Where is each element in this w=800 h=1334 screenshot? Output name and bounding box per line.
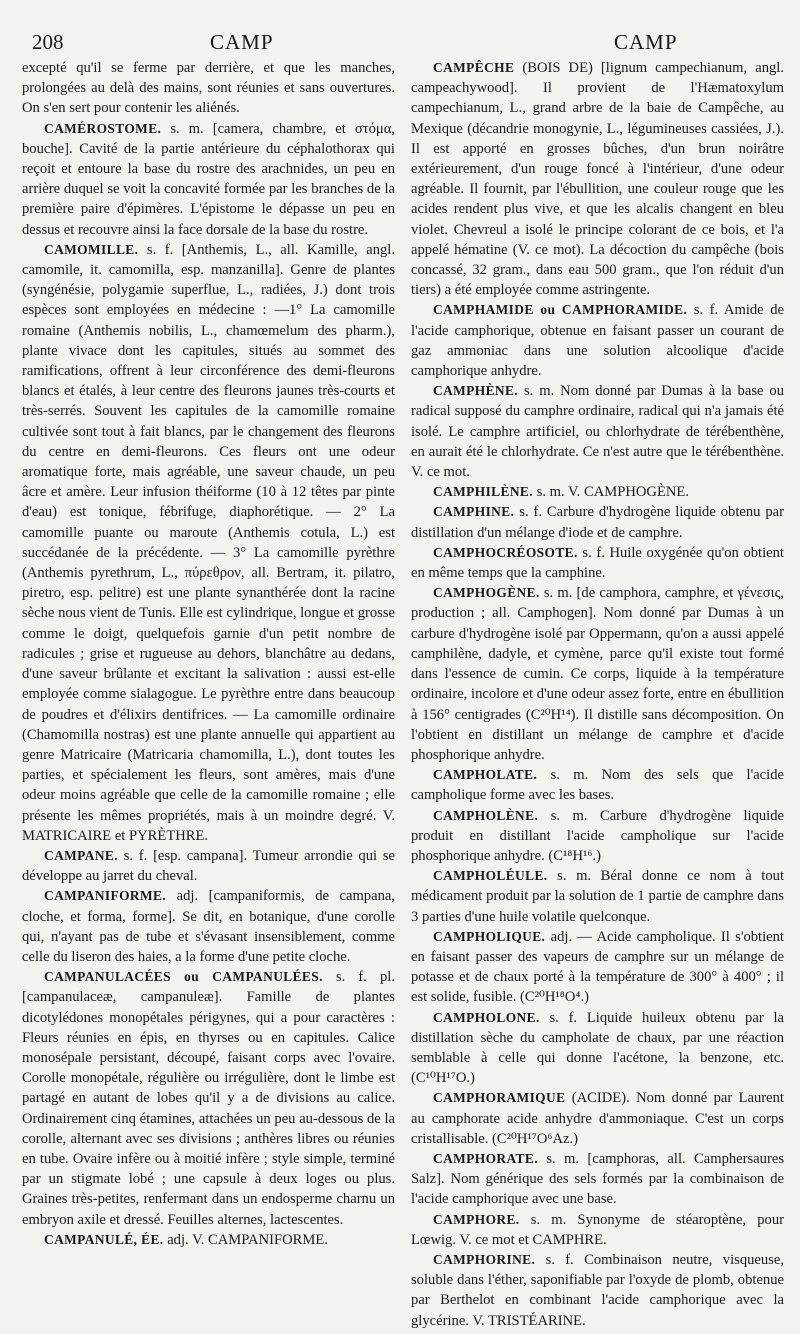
dictionary-entry — [411, 543, 784, 583]
entry-headword: CAMPHOLÉULE. — [433, 868, 548, 884]
entry-headword: CAMPHÈNE. — [433, 383, 519, 399]
entry-headword: CAMPÊCHE — [433, 60, 515, 75]
entry-headword: CAMPANIFORME. — [44, 888, 167, 904]
entry-text: s. f. [esp. campana]. Tumeur arrondie qui se développe au jarret du cheval. — [22, 847, 395, 885]
entry-headword: CAMPHOCRÉOSOTE. — [433, 544, 578, 560]
running-header — [22, 18, 786, 58]
entry-text: s. f. [Anthemis, L., all. Kamille, angl. camomile, it. camomilla, esp. manzanilla]. Genre de plantes (syngénésie, polygamie superflue, L., radiées, J.) dont trois espèces sont employées en médecine : —1° La camomille romaine (Anthemis nobilis, L., chamœmelum des pharm.), plante vivace dont les capitules, situés au sommet des ramifications, offrent à leur circonférence des demi-fleurons blancs et étalés, à leur centre des fleurons jaunes très-courts et très-serrés. Souvent les capitules de la camomille romaine cultivée sont tout à fait blancs, par le changement des fleurons du centre en demi-fleurons. Ces fleurs ont une odeur aromatique forte, mais agréable, une saveur chaude, un peu âcre et amère. Leur infusion théiforme (10 à 12 têtes par pinte d'eau) est tonique, fébrifuge, diaphorétique. — 2° La camomille puante ou maroute (Anthemis cotula, L.) est succédanée de la précédente. — 3° La camomille pyrèthre (Anthemis pyrethrum, L., πύρεθρον, all. Bertram, it. pilatro, piretro, esp. pelitre) est une plante synanthérée dont la racine sèche nous vient de Tunis. Elle est cylindrique, longue et grosse comme le doigt, quelquefois garnie d'un petit nombre de radicules ; grise et rugueuse au dehors, blanchâtre au dedans, d'une saveur brûlante et excitant la salivation : aussi est-elle employée comme sialagogue. Le pyrèthre entre dans beaucoup de poudres et d'élixirs dentifrices. — La camomille ordinaire (Chamomilla nostras) est une plante annuelle qui appartient au genre Matricaire (Matricaria chamomilla, L.), dont toutes les parties, et spécialement les fleurs, sont amères, mais d'une odeur moins agréable que celle de la camomille romaine ; elle présente les mêmes propriétés, mais à un moindre degré. V. MATRICAIRE et PYRÈTHRE. — [22, 241, 395, 844]
dictionary-entry — [22, 967, 395, 1230]
entry-headword: CAMPHORATE. — [433, 1150, 538, 1166]
left-column — [22, 58, 395, 1331]
entry-text: s. f. Carbure d'hydrogène liquide obtenu par distillation d'un mélange d'iode et de camphre. — [411, 504, 784, 541]
entry-text: s. m. [camera, chambre, et στόμα, bouche]. Cavité de la partie antérieure du céphalothorax qui reçoit et entoure la base du rostre des arachnides, un peu en arrière duquel se voit la concavité formée par les branches de la première paire d'épimères. L'épistome le dépasse un peu en dessus et recouvre ainsi la face dorsale de la base du rostre. — [22, 120, 395, 238]
dictionary-entry — [22, 846, 395, 886]
entry-text: s. m. [camphoras, all. Camphersaures Salz]. Nom générique des sels formés par la combinaison de l'acide camphorique avec une base. — [411, 1150, 784, 1208]
dictionary-entry — [411, 927, 784, 1008]
entry-headword: CAMPHOLIQUE. — [433, 928, 546, 944]
dictionary-entry — [411, 482, 784, 502]
entry-headword: CAMPANE. — [44, 847, 118, 863]
entry-headword: CAMPHOLÈNE. — [433, 807, 539, 823]
dictionary-entry — [411, 866, 784, 927]
entry-text: (BOIS DE) [lignum campechianum, angl. campeachywood]. Il provient de l'Hæmatoxylum campechianum, L., grand arbre de la baie de Campêche, au Mexique (décandrie monogynie, L., légumineuses cassiées, J.). Il est apporté en grosses bûches, d'un brun noirâtre extérieurement, d'un rouge foncé à l'intérieur, d'une odeur agréable. Il fournit, par l'ébullition, une couleur rouge que les acides rendent plus vive, et que les alcalis changent en bleu violet. Chevreul a isolé le principe colorant de ce bois, et l'a appelé hématine (V. ce mot). La décoction du campêche (bois concassé, 32 gram., dans eau 500 gram., que l'on réduit d'un tiers) a été employée comme astringente. — [411, 60, 784, 299]
entry-headword: CAMPHILÈNE. — [433, 484, 533, 500]
right-column — [411, 58, 784, 1331]
left-running-title: CAMP — [210, 30, 274, 54]
entry-text: adj. — Acide campholique. Il s'obtient en faisant passer des vapeurs de camphre sur un mélange de potasse et de chaux porté à la température de 300° à 400° ; il est solide, fusible. (C²⁰H¹⁸O⁴.) — [411, 928, 784, 1006]
text-columns — [22, 58, 786, 1331]
entry-headword: CAMPHORINE. — [433, 1251, 536, 1267]
right-running-title: CAMP — [614, 30, 678, 54]
dictionary-entry — [411, 583, 784, 765]
entry-headword: CAMPANULÉ, ÉE. — [44, 1231, 164, 1247]
entry-headword: CAMPHORAMIQUE — [433, 1090, 566, 1106]
entry-text: adj. [campaniformis, de campana, cloche, et forma, forme]. Se dit, en botanique, d'une corolle qui, n'ayant pas de tube et s'évasant insensiblement, comme celle du liseron des haies, a la forme d'une petite cloche. — [22, 888, 395, 965]
entry-text: s. f. Huile oxygénée qu'on obtient en même temps que la camphine. — [411, 544, 784, 582]
entry-text: s. m. V. CAMPHOGÈNE. — [536, 484, 689, 501]
entry-text: s. f. Liquide huileux obtenu par la distillation sèche du campholate de chaux, par une réaction semblable à celle qui donne l'acétone, la benzone, etc. (C¹⁰H¹⁷O.) — [411, 1009, 784, 1087]
dictionary-entry — [411, 1149, 784, 1210]
dictionary-entry — [411, 806, 784, 867]
entry-text: s. m. Synonyme de stéaroptène, pour Lœwig. V. ce mot et CAMPHRE. — [411, 1211, 784, 1248]
entry-text: s. f. Amide de l'acide camphorique, obtenue en faisant passer un courant de gaz ammoniac dans une solution alcoolique d'acide camphorique anhydre. — [411, 302, 784, 380]
dictionary-entry — [411, 1088, 784, 1149]
dictionary-entry — [411, 300, 784, 381]
entry-text: s. m. Béral donne ce nom à tout médicament produit par la solution de 1 partie de camphre dans 3 parties d'une huile volatile quelconque. — [411, 868, 785, 925]
dictionary-entry — [22, 1230, 395, 1250]
entry-text: s. m. [de camphora, camphre, et γένεσις, production ; all. Camphogen]. Nom donné par Dumas à un carbure d'hydrogène isolé par Oppermann, qu'on a aussi appelé camphilène, dadyle, et cymène, parce qu'il existe tout formé dans l'essence de cumin. Ce corps, liquide à la température ordinaire, incolore et d'une odeur assez forte, entre en ébullition à 156° centigrades (C²⁰H¹⁴). Il distille sans décomposition. On l'obtient en distillant un mélange de camphre et d'acide phosphorique anhydre. — [411, 585, 784, 763]
entry-headword: CAMÉROSTOME. — [44, 120, 162, 136]
dictionary-entry — [411, 1210, 784, 1250]
dictionary-entry — [411, 381, 784, 482]
dictionary-entry — [411, 58, 784, 300]
entry-headword: CAMOMILLE. — [44, 241, 139, 257]
page-number: 208 — [32, 30, 64, 54]
entry-headword: CAMPHOLONE. — [433, 1009, 540, 1025]
entry-text: s. f. Combinaison neutre, visqueuse, soluble dans l'éther, saponifiable par l'oxyde de plomb, obtenue par Berthelot en combinant l'acide camphorique avec la glycérine. V. TRISTÉARINE. — [411, 1251, 784, 1329]
entry-text: (ACIDE). Nom donné par Laurent au camphorate acide anhydre d'ammoniaque. C'est un corps cristallisable. (C²⁰H¹⁷O⁶Az.) — [411, 1090, 784, 1147]
entry-text: s. m. Carbure d'hydrogène liquide produit en distillant l'acide campholique sur l'acide phosphorique anhydre. (C¹⁸H¹⁶.) — [411, 807, 784, 864]
entry-headword: CAMPHOGÈNE. — [433, 585, 540, 601]
entry-headword: CAMPHORE. — [433, 1211, 520, 1227]
dictionary-entry — [22, 119, 395, 240]
entry-headword: CAMPHINE. — [433, 504, 515, 520]
entry-headword: CAMPHOLATE. — [433, 767, 538, 783]
dictionary-entry — [411, 765, 784, 805]
dictionary-entry — [411, 1008, 784, 1089]
entry-text: s. f. pl. [campanulaceæ, campanuleæ]. Famille de plantes dicotylédones monopétales périgynes, qui a pour caractères : Fleurs réunies en épis, en thyrses ou en capitules. Calice monosépale persistant, découpé, faisant corps avec l'ovaire. Corolle monopétale, régulière ou irrégulière, dont le limbe est partagé en autant de lobes qu'il y a de divisions au calice. Ordinairement cinq étamines, attachées un peu au-dessous de la corolle, alternant avec ses divisions ; anthères libres ou réunies en tube. Ovaire infère ou à moitié infère ; style simple, terminé par un stigmate lobé ; une capsule à deux loges ou plus. Graines très-petites, renfermant dans un endosperme charnu un embryon axile et dressé. Feuilles alternes, lactescentes. — [22, 969, 395, 1228]
entry-headword: CAMPHAMIDE ou CAMPHORAMIDE. — [433, 302, 688, 318]
entry-text: s. m. Nom donné par Dumas à la base ou radical supposé du camphre ordinaire, radical qui n'a jamais été isolé. Le camphre artificiel, ou chlorhydrate de térébenthène, en aurait été le chlorhydrate. Ce n'est autre que le térébenthène. V. ce mot. — [411, 383, 785, 481]
entry-text: s. m. Nom des sels que l'acide campholique forme avec les bases. — [411, 767, 784, 804]
entry-text: adj. V. CAMPANIFORME. — [167, 1231, 328, 1248]
entry-text: excepté qu'il se ferme par derrière, et que les manches, prolongées au delà des mains, sont réunies et sans ouvertures. On s'en sert pour contenir les aliénés. — [22, 60, 395, 117]
dictionary-entry — [22, 58, 395, 119]
dictionary-entry — [22, 886, 395, 967]
dictionary-entry — [411, 502, 784, 542]
entry-headword: CAMPANULACÉES ou CAMPANULÉES. — [44, 969, 323, 985]
dictionary-entry — [411, 1250, 784, 1331]
dictionary-entry — [22, 240, 395, 846]
